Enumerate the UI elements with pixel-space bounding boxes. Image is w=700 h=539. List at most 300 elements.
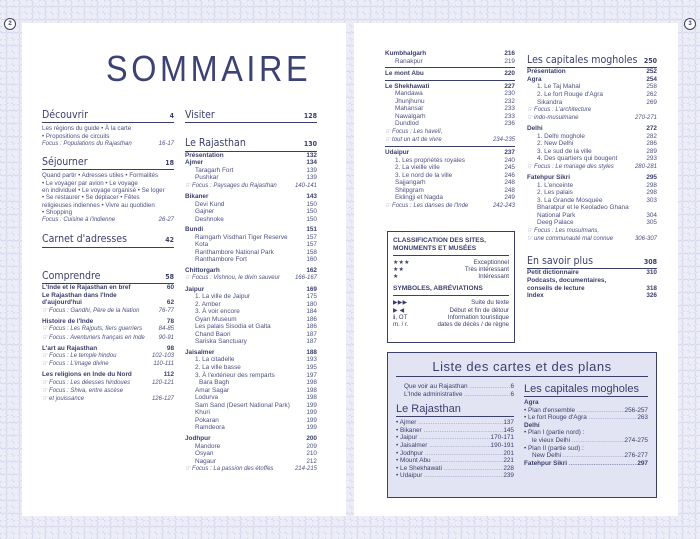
toc-subentry[interactable] xyxy=(527,212,657,220)
focus-entry[interactable] xyxy=(42,353,174,360)
legend-label: dates de décès / de règne xyxy=(437,321,509,329)
entry-label: Ranthambore Fort xyxy=(195,256,247,264)
entry-label: 2. New Delhi xyxy=(537,140,574,148)
map-label: Delhi xyxy=(524,421,540,429)
toc-subentry[interactable] xyxy=(185,167,317,175)
toc-subentry[interactable] xyxy=(527,182,657,190)
toc-subentry[interactable] xyxy=(185,450,317,458)
entry-page: 245 xyxy=(504,164,515,172)
entry-label: conseils de lecture xyxy=(527,284,585,292)
entry-page: 298 xyxy=(646,189,657,197)
section-visiter[interactable] xyxy=(185,109,317,123)
map-page: 170-171 xyxy=(490,434,514,442)
entry-label: Sajjangarh xyxy=(395,179,426,187)
entry-label: L'art au Rajasthan xyxy=(42,344,98,352)
page-number-left: 2 xyxy=(4,18,16,30)
section-label: Le Rajasthan xyxy=(185,137,246,150)
section-page: 42 xyxy=(165,236,174,245)
map-entry[interactable] xyxy=(396,419,514,427)
toc-entry[interactable] xyxy=(385,83,515,91)
entry-page: 180 xyxy=(306,300,317,308)
focus-entry[interactable] xyxy=(385,129,515,136)
focus-entry[interactable] xyxy=(42,396,174,403)
entry-page: 134 xyxy=(306,159,317,167)
toc-subentry[interactable] xyxy=(385,172,515,180)
toc-entry[interactable] xyxy=(385,50,515,58)
entry-label: Ramdeora xyxy=(195,424,225,432)
entry-page: 200 xyxy=(306,434,317,442)
toc-subentry[interactable] xyxy=(185,338,317,346)
maps-list-title: Liste des cartes et des plans xyxy=(396,359,648,377)
toc-subentry[interactable] xyxy=(185,387,317,395)
maps-capitales-title: Les capitales mogholes xyxy=(524,383,648,397)
toc-entry[interactable] xyxy=(527,292,657,300)
entry-label: Petit dictionnaire xyxy=(527,269,579,277)
divider xyxy=(385,146,515,147)
entry-label: Podcasts, documentaires, xyxy=(527,276,607,284)
toc-entry[interactable] xyxy=(42,371,174,379)
entry-page: 310 xyxy=(646,269,657,277)
toc-column-left xyxy=(42,109,174,403)
sejourner-description xyxy=(42,172,174,216)
entry-page: 158 xyxy=(306,248,317,256)
entry-page: 126-127 xyxy=(151,395,174,402)
entry-page: 252 xyxy=(646,68,657,76)
map-label: • Plan I (partie nord) : xyxy=(524,429,585,437)
entry-label: 1. Les propriétés royales xyxy=(395,156,465,164)
description-line: • Le voyager par avion • Le voyage xyxy=(42,179,138,187)
map-entry[interactable] xyxy=(396,442,514,450)
description-line: • Propositions de circuits xyxy=(42,132,110,140)
toc-subentry[interactable] xyxy=(185,256,317,264)
entry-label: 2. La vieille ville xyxy=(395,164,440,172)
focus-entry[interactable] xyxy=(42,361,174,368)
focus-entry[interactable] xyxy=(185,275,317,282)
entry-label: Deeg Palace xyxy=(537,219,574,227)
entry-page: 326 xyxy=(646,292,657,300)
toc-subentry[interactable] xyxy=(185,409,317,417)
toc-subentry[interactable] xyxy=(385,58,515,66)
toc-subentry[interactable] xyxy=(185,424,317,432)
focus-entry[interactable] xyxy=(42,380,174,387)
map-entry[interactable] xyxy=(396,457,514,465)
entry-label: Pushkar xyxy=(195,174,219,182)
focus-entry[interactable] xyxy=(42,326,174,333)
toc-subentry[interactable] xyxy=(527,140,657,148)
section-decouvrir[interactable] xyxy=(42,109,174,123)
entry-label: ☞ Focus : Paysages du Rajasthan xyxy=(185,182,277,189)
toc-subentry[interactable] xyxy=(385,157,515,165)
entry-label: Devi Kund xyxy=(195,200,225,208)
focus-entry[interactable] xyxy=(527,164,657,171)
entry-label: ☞ Focus : Aventuriers français en Inde xyxy=(42,334,145,341)
entry-page xyxy=(152,292,174,300)
focus-entry[interactable] xyxy=(185,183,317,190)
entry-label: Fatehpur Sikri xyxy=(527,174,570,182)
legend-symbol: ▶▶▶ xyxy=(393,299,408,307)
toc-subentry[interactable] xyxy=(527,99,657,107)
entry-label: 3. La Grande Mosquée xyxy=(537,196,603,204)
entry-page: 102-103 xyxy=(151,353,174,360)
entry-label: 1. L'enceinte xyxy=(537,181,574,189)
entry-label: ☞ Focus : Les danses de l'Inde xyxy=(385,202,469,209)
entry-label: 3. À voir encore xyxy=(195,308,240,316)
toc-entry[interactable] xyxy=(185,193,317,201)
toc-subentry[interactable] xyxy=(185,458,317,466)
entry-label: ☞ Focus : Les musulmans, xyxy=(527,227,600,234)
legend-label: Intéressant xyxy=(478,273,509,281)
entry-page: 272 xyxy=(646,125,657,133)
entry-page: 140-141 xyxy=(294,182,317,189)
entry-page: 216 xyxy=(504,50,515,57)
toc-subentry[interactable] xyxy=(385,164,515,172)
toc-subentry[interactable] xyxy=(527,155,657,163)
section-label: Les capitales mogholes xyxy=(527,54,638,66)
entry-label: Amar Sagar xyxy=(195,386,230,394)
section-carnet[interactable] xyxy=(42,233,174,247)
entry-label: ☞ Focus : Les déesses hindoues xyxy=(42,379,131,386)
entry-label: 3. Le sud de la ville xyxy=(537,147,592,155)
entry-label: Lodurva xyxy=(195,394,219,402)
entry-page: 188 xyxy=(306,348,317,356)
toc-subentry[interactable] xyxy=(527,204,657,212)
toc-subentry[interactable] xyxy=(185,356,317,364)
legend-label: Début et fin de détour xyxy=(449,306,509,314)
entry-label: Présentation xyxy=(527,68,566,76)
entry-page: 112 xyxy=(163,371,174,379)
toc-entry[interactable] xyxy=(42,345,174,353)
toc-subentry[interactable] xyxy=(385,90,515,98)
toc-entry[interactable] xyxy=(42,284,174,292)
toc-subentry[interactable] xyxy=(385,105,515,113)
entry-label: 2. Amber xyxy=(195,300,221,308)
entry-page: 198 xyxy=(306,386,317,394)
entry-page: 212 xyxy=(306,457,317,465)
entry-label: 2. Les palais xyxy=(537,189,573,197)
section-label: Comprendre xyxy=(42,269,101,282)
toc-subentry[interactable] xyxy=(185,234,317,242)
map-page: 201 xyxy=(503,449,514,457)
toc-column-middle xyxy=(185,109,317,473)
focus-cuisine[interactable] xyxy=(42,217,174,224)
map-entry[interactable] xyxy=(524,460,648,468)
toc-subentry[interactable] xyxy=(185,364,317,372)
legend-label: Suite du texte xyxy=(471,299,509,307)
map-entry[interactable] xyxy=(524,399,648,407)
toc-entry[interactable] xyxy=(42,318,174,326)
entry-label: L'Inde et le Rajasthan en bref xyxy=(42,284,131,292)
map-entry[interactable] xyxy=(524,437,648,445)
entry-label: Le Rajasthan dans l'Inde xyxy=(42,291,117,299)
description-line: Les régions du guide • À la carte xyxy=(42,125,132,133)
entry-label: Mandore xyxy=(195,442,221,450)
focus-entry[interactable] xyxy=(527,228,657,235)
map-entry[interactable] xyxy=(524,422,648,430)
toc-entry[interactable] xyxy=(527,285,657,293)
toc-column-right-a xyxy=(385,50,515,210)
entry-label: ☞ Focus : Les havelî, xyxy=(385,128,443,135)
entry-page: 199 xyxy=(306,409,317,417)
entry-label: Le Shekhawati xyxy=(385,82,430,90)
map-entry[interactable] xyxy=(524,445,648,453)
entry-page: 232 xyxy=(504,97,515,105)
entry-page: 160 xyxy=(306,256,317,264)
toc-subentry[interactable] xyxy=(185,417,317,425)
entry-page: 187 xyxy=(306,338,317,346)
entry-page: 199 xyxy=(306,416,317,424)
map-entry[interactable] xyxy=(396,391,514,399)
toc-subentry[interactable] xyxy=(385,98,515,106)
toc-entry[interactable] xyxy=(42,299,174,307)
toc-entry[interactable] xyxy=(527,174,657,182)
entry-label: 3. À l'extérieur des remparts xyxy=(195,371,275,379)
map-page: 274-275 xyxy=(624,437,648,445)
map-entry[interactable] xyxy=(524,414,648,422)
toc-subentry[interactable] xyxy=(527,148,657,156)
entry-page: 242-243 xyxy=(492,202,515,209)
entry-page: 197 xyxy=(306,371,317,379)
entry-label: Bundi xyxy=(185,226,204,234)
section-savoir[interactable] xyxy=(527,255,657,269)
map-page: 145 xyxy=(503,426,514,434)
toc-subentry[interactable] xyxy=(527,91,657,99)
toc-subentry[interactable] xyxy=(527,133,657,141)
focus-label: Focus : Cuisine à l'indienne xyxy=(42,217,116,224)
divider xyxy=(385,80,515,81)
map-entry[interactable] xyxy=(524,429,648,437)
map-entry[interactable] xyxy=(396,434,514,442)
focus-entry[interactable] xyxy=(42,388,174,395)
toc-subentry[interactable] xyxy=(185,443,317,451)
map-entry[interactable] xyxy=(396,472,514,480)
toc-subentry[interactable] xyxy=(385,120,515,128)
toc-subentry[interactable] xyxy=(185,379,317,387)
entry-page: 139 xyxy=(306,174,317,182)
maps-col-left xyxy=(396,383,514,479)
entry-page: 237 xyxy=(504,149,515,157)
map-label: Agra xyxy=(524,399,539,407)
entry-label: Sikandra xyxy=(537,98,563,106)
entry-page: 306-307 xyxy=(634,235,657,242)
entry-label: ☞ et jouissance xyxy=(42,395,85,402)
legend-row xyxy=(393,266,509,273)
toc-entry[interactable] xyxy=(185,226,317,234)
toc-entry[interactable] xyxy=(385,149,515,157)
focus-entry[interactable] xyxy=(385,203,515,210)
entry-label: ☞ Focus : Vishnou, le divin sauveur xyxy=(185,275,280,282)
toc-entry[interactable] xyxy=(527,277,657,285)
focus-entry[interactable] xyxy=(42,335,174,342)
capitales-items xyxy=(527,68,657,243)
maps-rajasthan-title: Le Rajasthan xyxy=(396,403,514,417)
focus-entry[interactable] xyxy=(42,308,174,315)
legend-row xyxy=(393,307,509,314)
entry-label: Index xyxy=(527,292,544,300)
toc-entry[interactable] xyxy=(527,125,657,133)
entry-label: Gajner xyxy=(195,208,215,216)
entry-page: 150 xyxy=(306,208,317,216)
entry-page: 248 xyxy=(504,186,515,194)
map-entry[interactable] xyxy=(396,383,514,391)
toc-entry[interactable] xyxy=(185,152,317,160)
entry-label: Chittorgarh xyxy=(185,266,220,274)
toc-entry[interactable] xyxy=(185,286,317,294)
entry-page: 150 xyxy=(306,215,317,223)
section-sejourner[interactable] xyxy=(42,156,174,170)
toc-subentry[interactable] xyxy=(527,197,657,205)
section-comprendre[interactable] xyxy=(42,270,174,284)
entry-label: ☞ tout un art de vivre xyxy=(385,137,442,143)
toc-subentry[interactable] xyxy=(185,402,317,410)
toc-subentry[interactable] xyxy=(385,179,515,187)
legend-symbol: ★ xyxy=(393,273,399,281)
entry-page: 120-121 xyxy=(151,379,174,386)
entry-label: 3. Le nord de la ville xyxy=(395,171,453,179)
map-page: 6 xyxy=(510,383,514,391)
toc-subentry[interactable] xyxy=(185,316,317,324)
map-entry[interactable] xyxy=(396,465,514,473)
entry-page: 198 xyxy=(306,379,317,387)
entry-page: 254 xyxy=(646,75,657,83)
entry-page: 227 xyxy=(504,82,515,90)
toc-entry[interactable] xyxy=(185,435,317,443)
toc-subentry[interactable] xyxy=(185,372,317,380)
entry-page: 286 xyxy=(646,140,657,148)
section-page: 18 xyxy=(165,159,174,168)
entry-page: 249 xyxy=(504,194,515,202)
map-label: • Udaipur ..... xyxy=(396,472,503,480)
entry-label: Histoire de l'Inde xyxy=(42,317,94,325)
toc-subentry[interactable] xyxy=(185,174,317,182)
map-page: 137 xyxy=(503,419,514,427)
entry-label: 1. La citadelle xyxy=(195,356,235,364)
entry-label: Ajmer xyxy=(185,159,204,167)
legend-symbol: ℹ, OT xyxy=(393,313,408,321)
section-capitales[interactable] xyxy=(527,54,657,68)
toc-entry[interactable] xyxy=(42,292,174,300)
toc-entry[interactable] xyxy=(527,76,657,84)
section-page: 308 xyxy=(643,258,657,267)
toc-entry[interactable] xyxy=(527,269,657,277)
entry-page: 199 xyxy=(306,424,317,432)
entry-page: 258 xyxy=(646,83,657,91)
focus-entry[interactable] xyxy=(385,137,515,144)
entry-page: 84-85 xyxy=(158,326,174,333)
entry-page: 195 xyxy=(306,364,317,372)
page-number-right: 3 xyxy=(684,18,696,30)
toc-subentry[interactable] xyxy=(185,241,317,249)
entry-label: 1. Le Taj Mahal xyxy=(537,83,581,91)
map-label: New Delhi ..... xyxy=(532,452,625,460)
section-label: Carnet d'adresses xyxy=(42,233,128,246)
entry-label: ☞ Focus : Les Rajputs, fiers guerriers xyxy=(42,326,143,333)
map-label: le vieux Delhi ..... xyxy=(532,437,625,445)
map-entry[interactable] xyxy=(524,407,648,415)
entry-label: Sariska Sanctuary xyxy=(195,338,247,346)
legend-row xyxy=(393,259,509,266)
entry-page: 303 xyxy=(646,196,657,204)
entry-label: Gyan Museum xyxy=(195,315,237,323)
map-label: • Ajmer ..... xyxy=(396,419,503,427)
entry-page: 304 xyxy=(646,211,657,219)
toc-subentry[interactable] xyxy=(385,194,515,202)
entry-page: 199 xyxy=(306,401,317,409)
toc-subentry[interactable] xyxy=(385,187,515,195)
toc-subentry[interactable] xyxy=(185,394,317,402)
map-page: 6 xyxy=(510,390,514,398)
toc-subentry[interactable] xyxy=(185,249,317,257)
entry-page: 233 xyxy=(504,105,515,113)
toc-entry[interactable] xyxy=(527,68,657,76)
toc-subentry[interactable] xyxy=(185,201,317,209)
toc-subentry[interactable] xyxy=(527,189,657,197)
classification-title: CLASSIFICATION DES SITES, MONUMENTS ET MUSÉES xyxy=(393,237,509,256)
toc-entry[interactable] xyxy=(185,267,317,275)
toc-subentry[interactable] xyxy=(185,208,317,216)
toc-subentry[interactable] xyxy=(185,308,317,316)
toc-subentry[interactable] xyxy=(185,293,317,301)
entry-page: 157 xyxy=(306,241,317,249)
legend-label: Exceptionnel xyxy=(473,258,509,266)
entry-page: 151 xyxy=(306,226,317,234)
symbols-title: SYMBOLES, ABRÉVIATIONS xyxy=(393,285,509,296)
toc-subentry[interactable] xyxy=(185,331,317,339)
section-rajasthan[interactable] xyxy=(185,137,317,151)
comprendre-items xyxy=(42,284,174,403)
map-label: • Jodhpur ..... xyxy=(396,450,503,458)
toc-subentry[interactable] xyxy=(527,219,657,227)
map-page: 190-191 xyxy=(490,442,514,450)
entry-label: Bara Bagh xyxy=(199,379,230,387)
maps-col-right xyxy=(524,383,648,479)
toc-subentry[interactable] xyxy=(385,113,515,121)
toc-subentry[interactable] xyxy=(527,83,657,91)
entry-label: Taragarh Fort xyxy=(195,166,234,174)
toc-entry[interactable] xyxy=(385,70,515,78)
entry-page: 90-91 xyxy=(158,334,174,341)
toc-subentry[interactable] xyxy=(185,216,317,224)
map-label: • Jaipur ..... xyxy=(396,434,491,442)
focus-entry[interactable] xyxy=(185,466,317,473)
focus-page: 26-27 xyxy=(158,217,174,224)
focus-entry[interactable] xyxy=(527,236,657,243)
entry-label: Agra xyxy=(527,75,542,83)
entry-page: 270-271 xyxy=(634,115,657,122)
map-label: • Bikaner ..... xyxy=(396,427,503,435)
map-entry[interactable] xyxy=(396,450,514,458)
entry-label: ☞ une communauté mal connue xyxy=(527,235,614,242)
section-label: Séjourner xyxy=(42,156,88,169)
focus-entry[interactable] xyxy=(527,115,657,122)
entry-page: 175 xyxy=(306,293,317,301)
toc-subentry[interactable] xyxy=(185,323,317,331)
map-entry[interactable] xyxy=(396,427,514,435)
focus-populations[interactable] xyxy=(42,141,174,148)
focus-entry[interactable] xyxy=(527,107,657,114)
legend-row xyxy=(393,321,509,328)
entry-page: 269 xyxy=(646,98,657,106)
map-label: Fatehpur Sikri ..... xyxy=(524,460,637,468)
toc-entry[interactable] xyxy=(185,349,317,357)
toc-column-right-b xyxy=(527,54,657,300)
entry-label: ☞ Focus : Shiva, entre ascèse xyxy=(42,387,124,394)
entry-label: 4. Des quartiers qui bougent xyxy=(537,155,618,163)
map-entry[interactable] xyxy=(524,452,648,460)
entry-page: 210 xyxy=(306,450,317,458)
entry-page: 318 xyxy=(646,284,657,292)
description-line: religieuses indiennes • Vivre au quotidien xyxy=(42,201,155,209)
toc-entry[interactable] xyxy=(185,159,317,167)
